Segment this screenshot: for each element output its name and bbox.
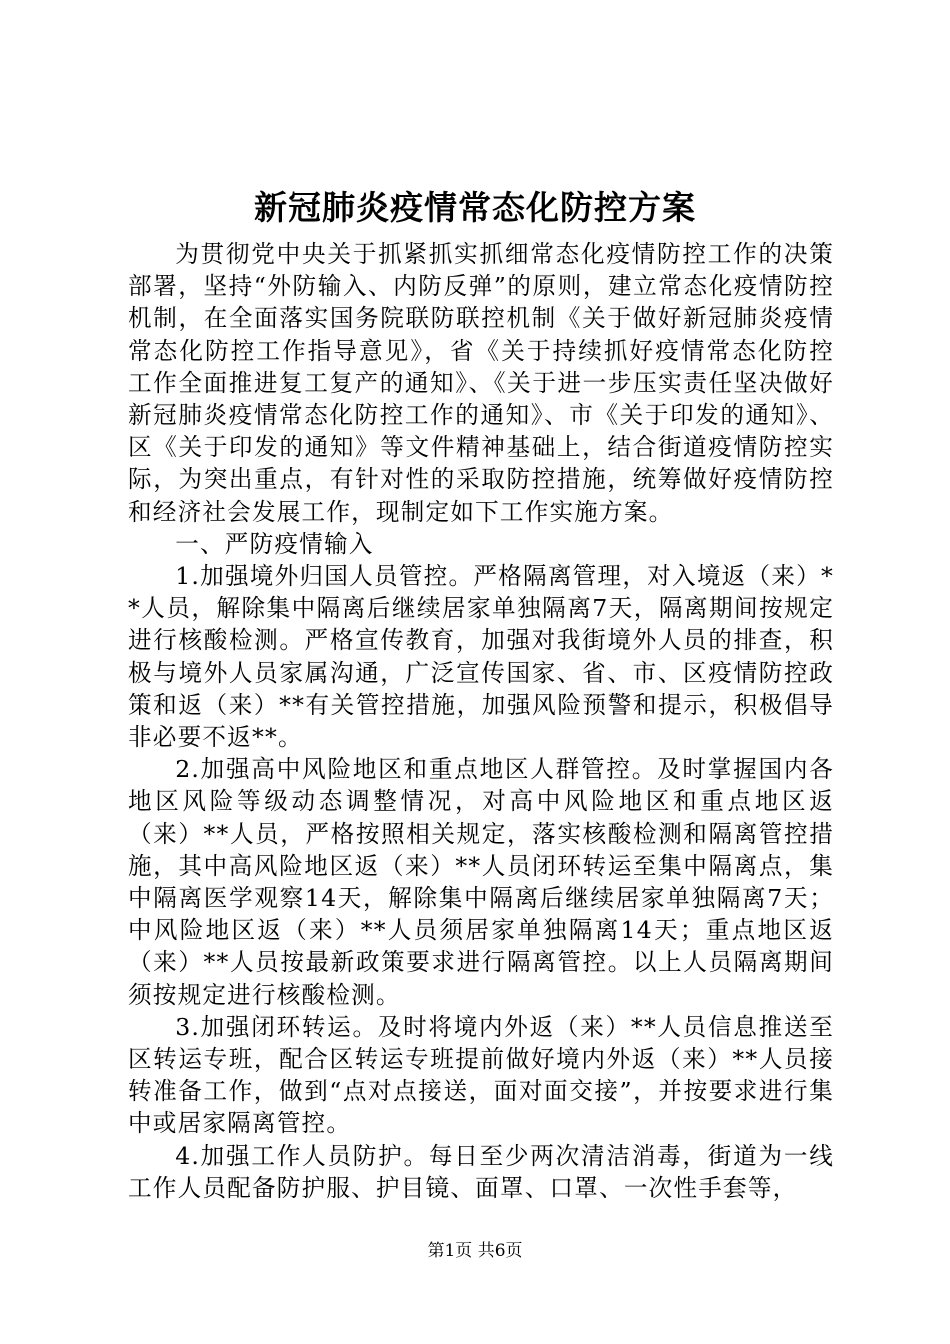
- list-item-2: 2.加强高中风险地区和重点地区人群管控。及时掌握国内各地区风险等级动态调整情况，对高中风险地区和重点地区返（来）**人员，严格按照相关规定，落实核酸检测和隔离管控措施，其中高风险地区返（来）**人员闭环转运至集中隔离点，集中隔离医学观察14天，解除集中隔离后继续居家单独隔离7天；中风险地区返（来）**人员须居家单独隔离14天；重点地区返（来）**人员按最新政策要求进行隔离管控。以上人员隔离期间须按规定进行核酸检测。: [128, 755, 834, 1009]
- section-heading-1: 一、严防疫情输入: [175, 529, 374, 558]
- document-body: [128, 238, 834, 1204]
- list-item-1: 1.加强境外归国人员管控。严格隔离管理，对入境返（来）**人员，解除集中隔离后继续居家单独隔离7天，隔离期间按规定进行核酸检测。严格宣传教育，加强对我街境外人员的排查，积极与境外人员家属沟通，广泛宣传国家、省、市、区疫情防控政策和返（来）**有关管控措施，加强风险预警和提示，积极倡导非必要不返**。: [128, 562, 834, 752]
- page-footer: 第1页 共6页: [427, 1241, 523, 1261]
- list-item-3: 3.加强闭环转运。及时将境内外返（来）**人员信息推送至区转运专班，配合区转运专班提前做好境内外返（来）**人员接转准备工作，做到“点对点接送，面对面交接”，并按要求进行集中或居家隔离管控。: [128, 1012, 834, 1138]
- list-item-4: 4.加强工作人员防护。每日至少两次清洁消毒，街道为一线工作人员配备防护服、护目镜、面罩、口罩、一次性手套等，: [128, 1141, 834, 1202]
- intro-paragraph: 为贯彻党中央关于抓紧抓实抓细常态化疫情防控工作的决策部署，坚持“外防输入、内防反弹”的原则，建立常态化疫情防控机制，在全面落实国务院联防联控机制《关于做好新冠肺炎疫情常态化防控工作指导意见》，省《关于持续抓好疫情常态化防控工作全面推进复工复产的通知》、《关于进一步压实责任坚决做好新冠肺炎疫情常态化防控工作的通知》、市《关于印发的通知》、区《关于印发的通知》等文件精神基础上，结合街道疫情防控实际，为突出重点，有针对性的采取防控措施，统筹做好疫情防控和经济社会发展工作，现制定如下工作实施方案。: [128, 240, 834, 526]
- document-title: 新冠肺炎疫情常态化防控方案: [254, 188, 696, 227]
